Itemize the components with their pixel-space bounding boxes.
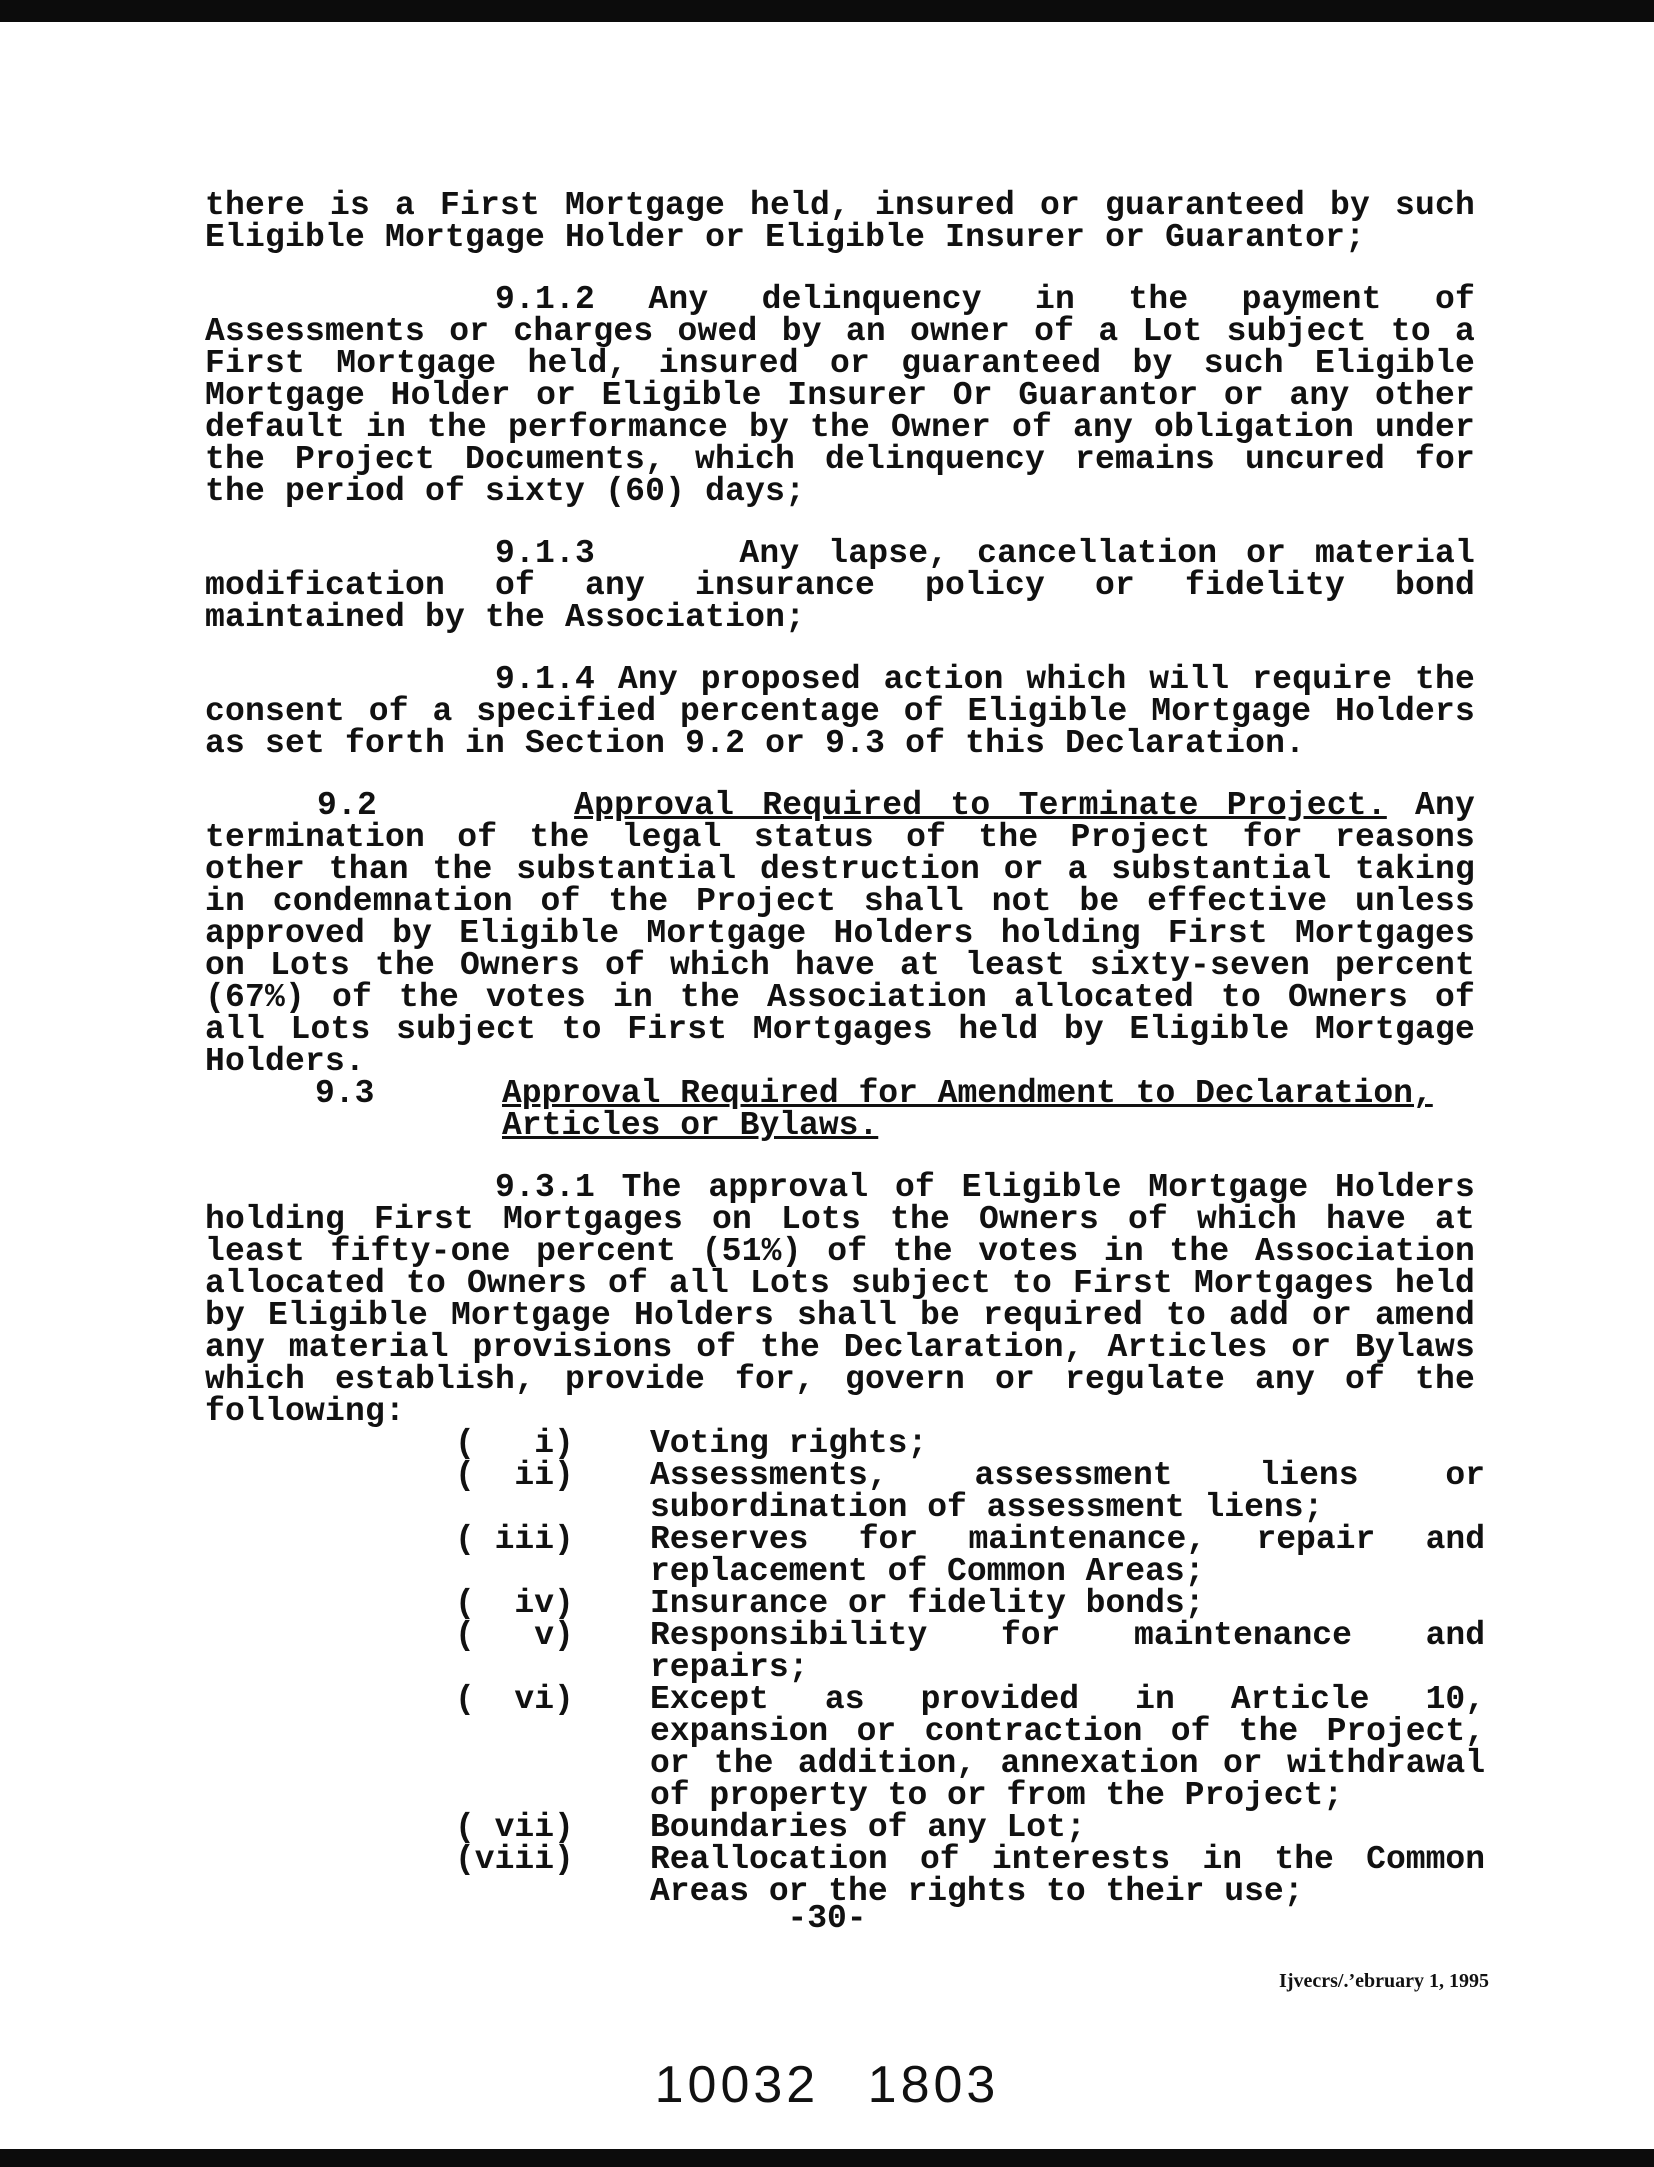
- section-number: 9.2: [317, 787, 378, 824]
- amendment-items-list: [455, 1425, 1485, 1910]
- continuation-paragraph: there is a First Mortgage held, insured or guaranteed by such Eligible Mortgage Holder or Eligible Insurer or Guarantor;: [205, 187, 1475, 256]
- section-9-3-title: [502, 1075, 1482, 1144]
- section-9-1-4: [205, 661, 1475, 762]
- document-id: 10032 1803: [654, 2056, 1000, 2114]
- section-number: 9.1.2: [495, 281, 596, 318]
- list-item-text: Except as provided in Article 10, expansion or contraction of the Project, or the addition, annexation or withdrawal of property to or from the Project;: [650, 1681, 1485, 1814]
- section-9-1-3: [205, 535, 1475, 636]
- list-item: [455, 1425, 1485, 1462]
- file-stamp: Ijvecrs/.’ebruary 1, 1995: [1279, 1970, 1489, 1992]
- list-item-text: Responsibility for maintenance and repairs;: [650, 1617, 1485, 1686]
- list-item: [455, 1617, 1485, 1686]
- scan-border-bottom: [0, 2149, 1654, 2167]
- section-number: 9.1.4: [495, 661, 596, 698]
- section-9-3-1: [205, 1169, 1475, 1430]
- list-item-text: Boundaries of any Lot;: [650, 1809, 1086, 1846]
- section-text: The approval of Eligible Mortgage Holders holding First Mortgages on Lots the Owners of which have at least fifty-one percent (51%) of the votes in the Association allocated to Owners of all Lots subject to First Mortgages held by Eligible Mortgage Holders shall be required to add or amend any material provisions of the Declaration, Articles or Bylaws which establish, provide for, govern or regulate any of the following:: [205, 1169, 1475, 1430]
- section-text: Any proposed action which will require the consent of a specified percentage of Eligible Mortgage Holders as set forth in Section 9.2 or 9.3 of this Declaration.: [205, 661, 1475, 762]
- scan-border-top: [0, 0, 1654, 22]
- list-item-number: ( ii): [455, 1457, 574, 1494]
- list-item-number: ( v): [455, 1617, 574, 1654]
- list-item-text: Voting rights;: [650, 1425, 928, 1462]
- section-number: 9.3.1: [495, 1169, 596, 1206]
- list-item-number: ( iii): [455, 1521, 574, 1558]
- list-item: [455, 1681, 1485, 1814]
- list-item-text: Reserves for maintenance, repair and replacement of Common Areas;: [650, 1521, 1485, 1590]
- title-line: Articles or Bylaws.: [502, 1107, 879, 1144]
- section-9-1-2: [205, 281, 1475, 510]
- section-9-3-number: 9.3: [315, 1075, 375, 1112]
- page-number: -30-: [787, 1900, 867, 1937]
- section-text: Any delinquency in the payment of Assessments or charges owed by an owner of a Lot subject to a First Mortgage held, insured or guaranteed by such Eligible Mortgage Holder or Eligible Insurer Or Guarantor or any other default in the performance by the Owner of any obligation under the Project Documents, which delinquency remains uncured for the period of sixty (60) days;: [205, 281, 1475, 510]
- list-item-number: (viii): [455, 1841, 574, 1878]
- list-item-number: ( i): [455, 1425, 574, 1462]
- title-line: Approval Required for Amendment to Declaration,: [502, 1075, 1433, 1112]
- section-number: 9.1.3: [495, 535, 596, 572]
- list-item: [455, 1585, 1485, 1622]
- list-item-number: ( vii): [455, 1809, 574, 1846]
- list-item: [455, 1457, 1485, 1526]
- section-9-2: [205, 787, 1475, 1080]
- list-item: [455, 1809, 1485, 1846]
- list-item: [455, 1521, 1485, 1590]
- section-text: Any lapse, cancellation or material modification of any insurance policy or fidelity bond maintained by the Association;: [205, 535, 1475, 636]
- list-item-text: Assessments, assessment liens or subordination of assessment liens;: [650, 1457, 1485, 1526]
- list-item: [455, 1841, 1485, 1910]
- list-item-number: ( iv): [455, 1585, 574, 1622]
- section-text: Any termination of the legal status of the Project for reasons other than the substantial destruction or a substantial taking in condemnation of the Project shall not be effective unless approved by Eligible Mortgage Holders holding First Mortgages on Lots the Owners of which have at least sixty-seven percent (67%) of the votes in the Association allocated to Owners of all Lots subject to First Mortgages held by Eligible Mortgage Holders.: [205, 787, 1475, 1080]
- list-item-text: Reallocation of interests in the Common Areas or the rights to their use;: [650, 1841, 1485, 1910]
- list-item-number: ( vi): [455, 1681, 574, 1718]
- section-title: Approval Required to Terminate Project.: [574, 787, 1387, 824]
- list-item-text: Insurance or fidelity bonds;: [650, 1585, 1205, 1622]
